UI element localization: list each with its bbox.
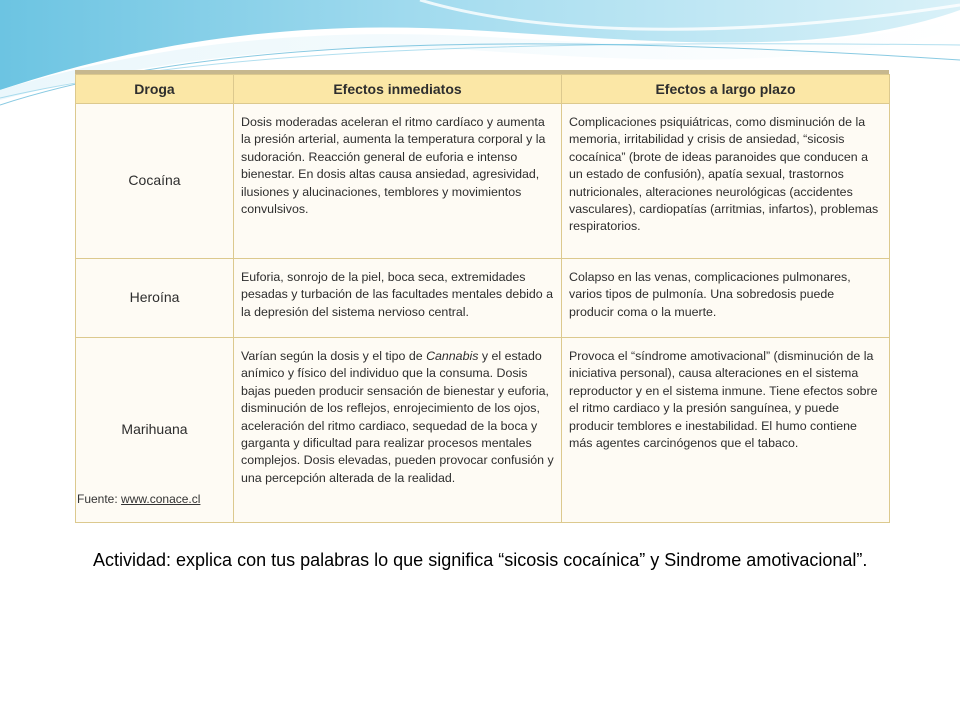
drug-name-cell: Heroína xyxy=(76,259,234,338)
activity-prompt: Actividad: explica con tus palabras lo que significa “sicosis cocaínica” y Sindrome amotivacional”. xyxy=(93,550,868,570)
immediate-effects-cell: Dosis moderadas aceleran el ritmo cardíaco y aumenta la presión arterial, aumenta la temperatura corporal y la sudoración. Reacción general de euforia e intenso bienestar. En dosis altas causa ansiedad, agresividad, ilusiones y alucinaciones, temblores y movimientos convulsivos. xyxy=(234,104,562,259)
source-caption xyxy=(77,492,200,506)
table-header-row xyxy=(76,75,890,104)
source-label: Fuente: xyxy=(77,492,118,506)
table-row xyxy=(76,104,890,259)
immediate-effects-cell: Euforia, sonrojo de la piel, boca seca, extremidades pesadas y turbación de las facultades mentales debido a la depresión del sistema nervioso central. xyxy=(234,259,562,338)
table-row xyxy=(76,259,890,338)
drug-effects-table xyxy=(75,74,890,523)
text-run: y el estado anímico y físico del individuo que la consuma. Dosis bajas pueden producir sensación de bienestar y euforia, disminución de los reflejos, enrojecimiento de los ojos, aceleración del ritmo cardiaco, sequedad de la boca y garganta y dificultad para realizar procesos mentales complejos. Dosis elevadas, pueden provocar confusión y una percepción alterada de la realidad. xyxy=(241,349,554,485)
source-link[interactable]: www.conace.cl xyxy=(121,492,201,506)
drug-name-cell: Marihuana xyxy=(76,338,234,523)
drug-name-cell: Cocaína xyxy=(76,104,234,259)
text-run: Varían según la dosis y el tipo de xyxy=(241,349,427,363)
long-term-effects-cell: Provoca el “síndrome amotivacional” (disminución de la iniciativa personal), causa alteraciones en el sistema reproductor y en el sistema inmune. Tiene efectos sobre el ritmo cardiaco y la presión sanguínea, y puede producir temblores e inestabilidad. El humo contiene más agentes carcinógenos que el tabaco. xyxy=(562,338,890,523)
immediate-effects-cell xyxy=(234,338,562,523)
column-header-immediate-effects: Efectos inmediatos xyxy=(234,75,562,104)
column-header-drug: Droga xyxy=(76,75,234,104)
long-term-effects-cell: Colapso en las venas, complicaciones pulmonares, varios tipos de pulmonía. Una sobredosis puede producir coma o la muerte. xyxy=(562,259,890,338)
italic-term: Cannabis xyxy=(426,349,479,363)
long-term-effects-cell: Complicaciones psiquiátricas, como disminución de la memoria, irritabilidad y crisis de ansiedad, “sicosis cocaínica” (brote de ideas paranoides que conducen a un estado de confusión), apatía sexual, trastornos nutricionales, alteraciones neurológicas (accidentes vasculares), cardiopatías (arritmias, infartos), problemas respiratorios. xyxy=(562,104,890,259)
drug-effects-table-image xyxy=(75,70,889,494)
column-header-long-term-effects: Efectos a largo plazo xyxy=(562,75,890,104)
